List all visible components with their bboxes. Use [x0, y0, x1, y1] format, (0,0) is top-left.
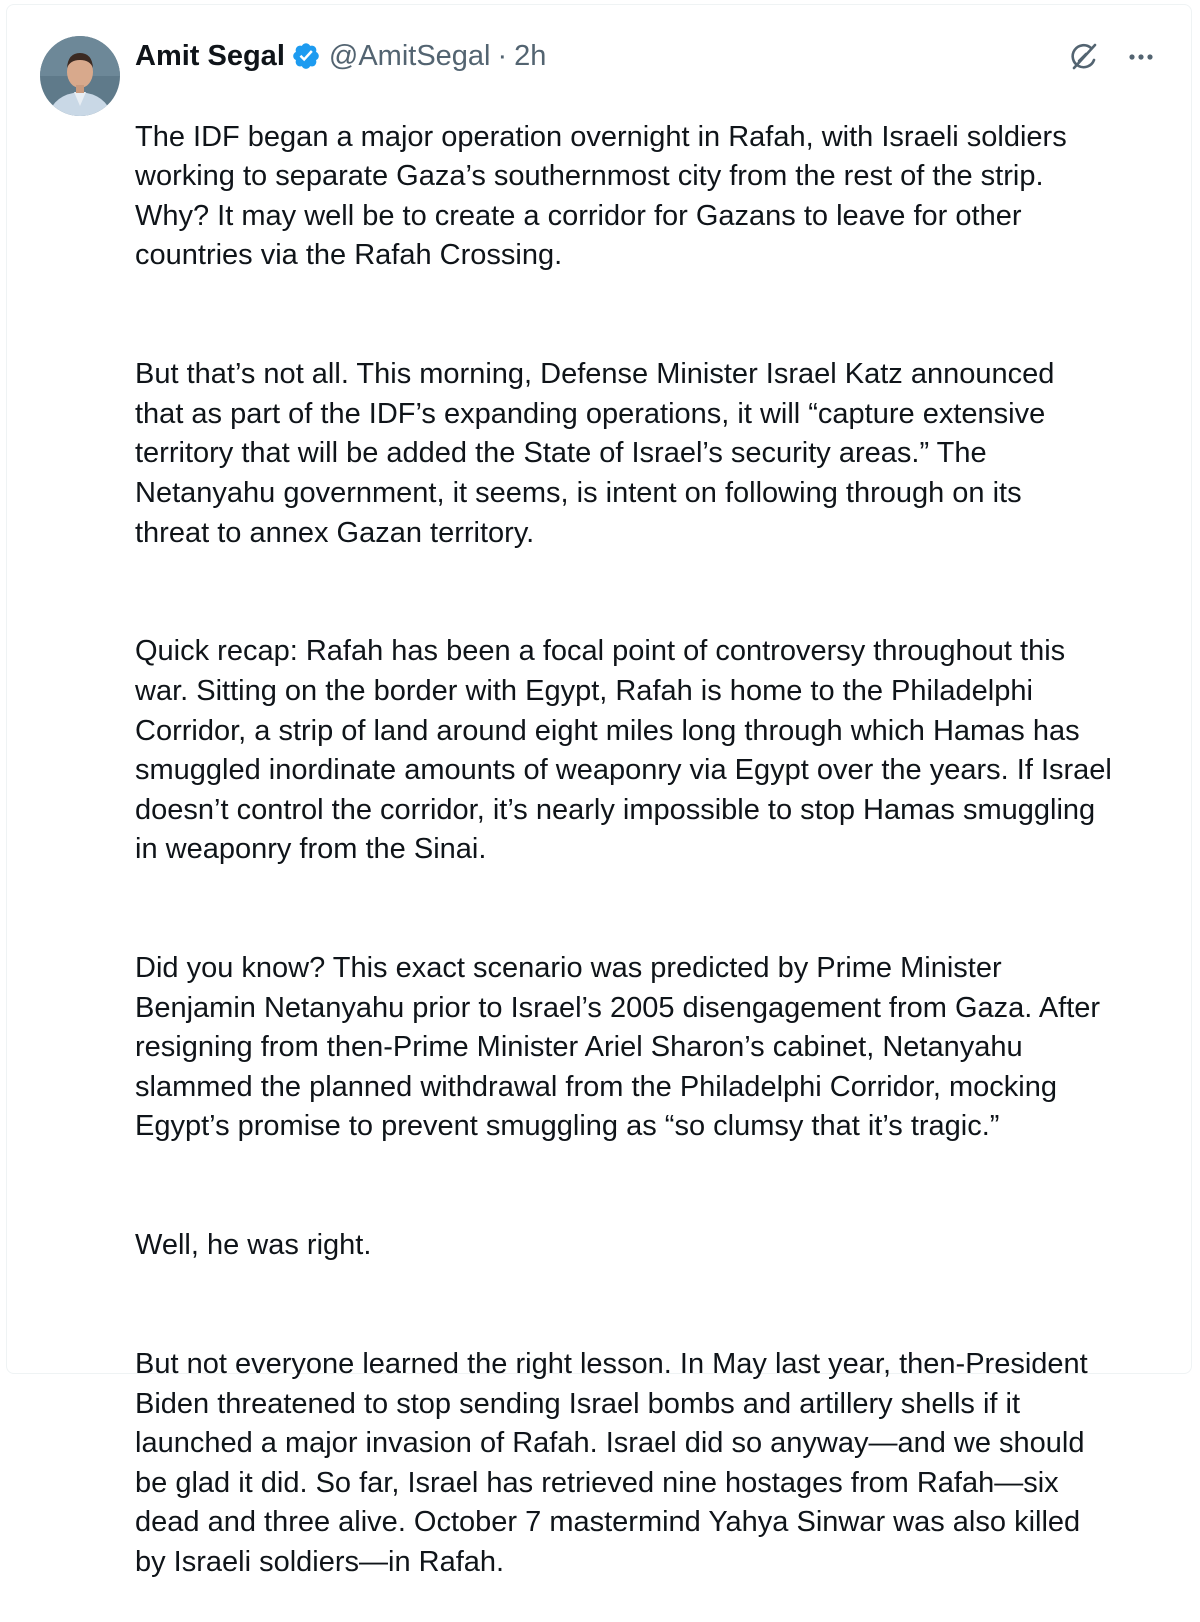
more-icon: [1124, 40, 1158, 74]
tweet-paragraph-3: Quick recap: Rafah has been a focal point of controversy throughout this war. Sitting on the border with Egypt, Rafah is home to the Philadelphi Corridor, a strip of land around eight miles long through which Hamas has smuggled inordinate amounts of weaponry via Egypt over the years. If Israel doesn’t control the corridor, it’s nearly impossible to stop Hamas smuggling in weaponry from the Sinai.: [135, 635, 1112, 866]
tweet-paragraph-6: But not everyone learned the right lesson. In May last year, then-President Biden threatened to stop sending Israel bombs and artillery shells if it launched a major invasion of Rafah. Israel did so anyway—and we should be glad it did. So far, Israel has retrieved nine hostages from Rafah—six dead and three alive. October 7 mastermind Yahya Sinwar was also killed by Israeli soldiers—in Rafah.: [135, 1348, 1088, 1578]
tweet-paragraph-1: The IDF began a major operation overnight in Rafah, with Israeli soldiers working to separate Gaza’s southernmost city from the rest of the strip. Why? It may well be to create a corridor for Gazans to leave for other countries via the Rafah Crossing.: [135, 120, 1067, 272]
tweet-text: [135, 78, 1175, 1622]
tweet-paragraph-5: Well, he was right.: [135, 1229, 372, 1262]
handle[interactable]: @AmitSegal: [328, 39, 491, 72]
more-button[interactable]: [1122, 38, 1160, 76]
separator-dot: ·: [497, 39, 508, 72]
tweet-paragraph-2: But that’s not all. This morning, Defense Minister Israel Katz announced that as part of the IDF’s expanding operations, it will “capture extensive territory that will be added the State of Israel’s security areas.” The Netanyahu government, it seems, is intent on following through on its threat to annex Gazan territory.: [135, 358, 1055, 549]
verified-badge-icon: [291, 41, 321, 71]
timestamp[interactable]: 2h: [514, 39, 547, 72]
tweet-actions: [1064, 38, 1160, 76]
tweet-header: [135, 36, 546, 76]
grok-icon: [1066, 40, 1100, 74]
avatar[interactable]: [40, 36, 120, 116]
tweet-paragraph-4: Did you know? This exact scenario was predicted by Prime Minister Benjamin Netanyahu prior to Israel’s 2005 disengagement from Gaza. After resigning from then-Prime Minister Ariel Sharon’s cabinet, Netanyahu slammed the planned withdrawal from the Philadelphi Corridor, mocking Egypt’s promise to prevent smuggling as “so clumsy that it’s tragic.”: [135, 952, 1101, 1143]
display-name[interactable]: Amit Segal: [135, 39, 285, 72]
grok-button[interactable]: [1064, 38, 1102, 76]
avatar-photo-icon: [40, 36, 120, 116]
